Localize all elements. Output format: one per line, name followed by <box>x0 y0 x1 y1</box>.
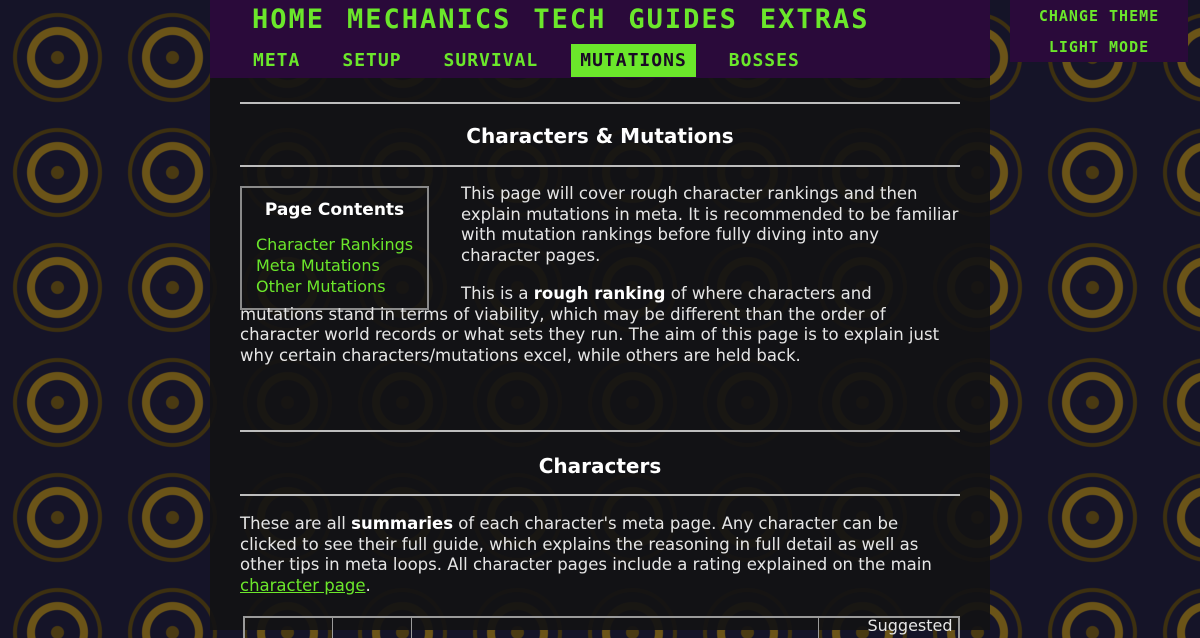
divider <box>240 165 960 167</box>
characters-post: . <box>365 576 371 596</box>
characters-pre: These are all <box>240 514 352 533</box>
ranking-pre: This is a <box>461 284 534 303</box>
theme-panel <box>1010 0 1188 62</box>
top-navbar <box>210 0 990 78</box>
divider <box>240 102 960 104</box>
table-column-divider <box>818 618 819 638</box>
toc-title: Page Contents <box>264 200 405 220</box>
ranking-post: of where characters and mutations stand in terms of viability, which may be different than the order of character world records or what sets they run. The aim of this page is to explain just why certain characters/mutations excel, while others are held back. <box>240 284 940 366</box>
content-panel <box>210 78 990 635</box>
subnav-mutations[interactable]: MUTATIONS <box>571 44 696 77</box>
toc-link-meta-mutations[interactable]: Meta Mutations <box>256 256 380 275</box>
table-column-divider <box>411 618 412 638</box>
characters-mid: of each character's meta page. Any character can be clicked to see their full guide, which explains the reasoning in full detail as well as other tips in meta loops. All character pages include a rating explained on the main <box>240 514 932 575</box>
divider <box>240 430 960 432</box>
character-page-link[interactable]: character page <box>240 576 366 596</box>
divider <box>240 494 960 496</box>
toc-link-other-mutations[interactable]: Other Mutations <box>256 277 386 296</box>
characters-table <box>243 616 960 638</box>
nav-home[interactable]: HOME <box>252 4 326 35</box>
light-mode-button[interactable]: LIGHT MODE <box>1048 38 1150 56</box>
characters-paragraph <box>240 514 960 597</box>
characters-bold: summaries <box>351 514 454 533</box>
ranking-bold: rough ranking <box>533 284 666 303</box>
main-nav <box>252 4 869 35</box>
subnav-meta[interactable]: META <box>253 49 301 71</box>
table-header-suggested: Suggested <box>867 616 953 635</box>
subnav-setup[interactable]: SETUP <box>342 49 402 71</box>
toc-link-character-rankings[interactable]: Character Rankings <box>256 235 414 254</box>
change-theme-button[interactable]: CHANGE THEME <box>1038 7 1160 25</box>
intro-paragraph: This page will cover rough character rankings and then explain mutations in meta. It is recommended to be familiar with mutation rankings before fully diving into any character pages. <box>461 184 959 266</box>
characters-heading: Characters <box>538 454 662 478</box>
page-title: Characters & Mutations <box>466 124 734 148</box>
nav-mechanics[interactable]: MECHANICS <box>347 4 512 35</box>
sub-nav <box>244 42 833 78</box>
table-column-divider <box>332 618 333 638</box>
nav-extras[interactable]: EXTRAS <box>759 4 870 35</box>
subnav-survival[interactable]: SURVIVAL <box>443 49 539 71</box>
subnav-bosses[interactable]: BOSSES <box>728 49 800 71</box>
nav-guides[interactable]: GUIDES <box>628 4 738 35</box>
nav-tech[interactable]: TECH <box>533 4 607 35</box>
ranking-paragraph <box>240 284 960 367</box>
